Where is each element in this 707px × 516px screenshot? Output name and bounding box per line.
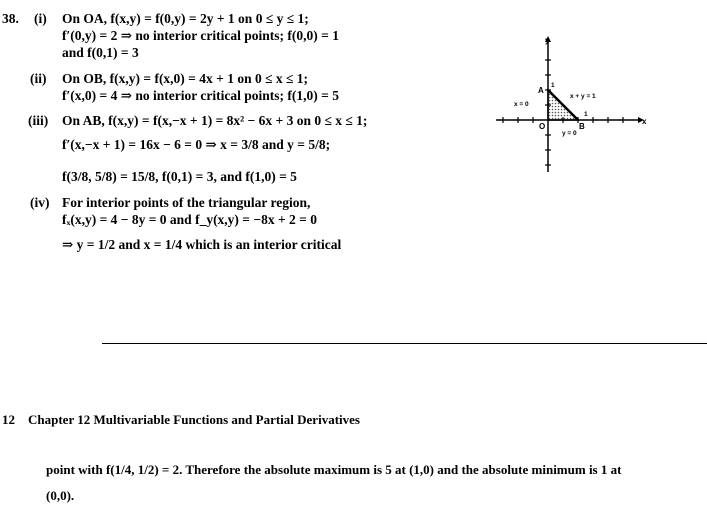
part-iii-line-3: f(3/8, 5/8) = 15/8, f(0,1) = 3, and f(1,0) = 5	[62, 169, 297, 184]
part-ii-line-1: On OB, f(x,y) = f(x,0) = 4x + 1 on 0 ≤ x ≤ 1;	[62, 71, 309, 86]
point-a-label: A	[538, 86, 544, 95]
part-ii-line-2: f′(x,0) = 4 ⇒ no interior critical points; f(1,0) = 5	[62, 88, 339, 103]
part-iv-line-3: ⇒ y = 1/2 and x = 1/4 which is an interior critical	[62, 237, 342, 252]
part-iv-line-2: fₓ(x,y) = 4 − 8y = 0 and f_y(x,y) = −8x + 2 = 0	[62, 212, 317, 227]
edge-y0-label: y = 0	[562, 130, 577, 137]
part-ii-label: (ii)	[30, 71, 47, 86]
point-b-label: B	[579, 122, 585, 131]
y-one-label: 1	[551, 82, 555, 89]
edge-x0-label: x = 0	[514, 101, 529, 108]
continuation-line-2: (0,0).	[46, 488, 75, 503]
part-i-line-2: f′(0,y) = 2 ⇒ no interior critical points; f(0,0) = 1	[62, 28, 339, 43]
part-iii-line-2: f′(x,−x + 1) = 16x − 6 = 0 ⇒ x = 3/8 and y = 5/8;	[62, 137, 331, 152]
x-axis-label: x	[642, 117, 647, 126]
continuation-line-1: point with f(1/4, 1/2) = 2. Therefore the absolute maximum is 5 at (1,0) and the absolute minimum is 1 at	[46, 462, 622, 477]
page-divider	[102, 343, 707, 344]
part-i-label: (i)	[34, 11, 47, 26]
y-axis-label: y	[545, 36, 550, 45]
edge-hyp-label: x + y = 1	[570, 93, 596, 100]
problem-number: 38.	[2, 11, 19, 26]
origin-label: O	[539, 122, 546, 131]
part-iv-line-1: For interior points of the triangular region,	[62, 195, 311, 210]
part-iii-line-1: On AB, f(x,y) = f(x,−x + 1) = 8x² − 6x + 3 on 0 ≤ x ≤ 1;	[62, 113, 368, 128]
page-number: 12	[2, 412, 15, 427]
part-i-line-3: and f(0,1) = 3	[62, 45, 139, 60]
chapter-title: Chapter 12 Multivariable Functions and Partial Derivatives	[28, 412, 360, 427]
triangle-region-diagram	[488, 30, 648, 178]
part-i-line-1: On OA, f(x,y) = f(0,y) = 2y + 1 on 0 ≤ y ≤ 1;	[62, 11, 309, 26]
part-iii-label: (iii)	[28, 113, 49, 128]
part-iv-label: (iv)	[30, 195, 50, 210]
x-one-label: 1	[584, 111, 588, 118]
